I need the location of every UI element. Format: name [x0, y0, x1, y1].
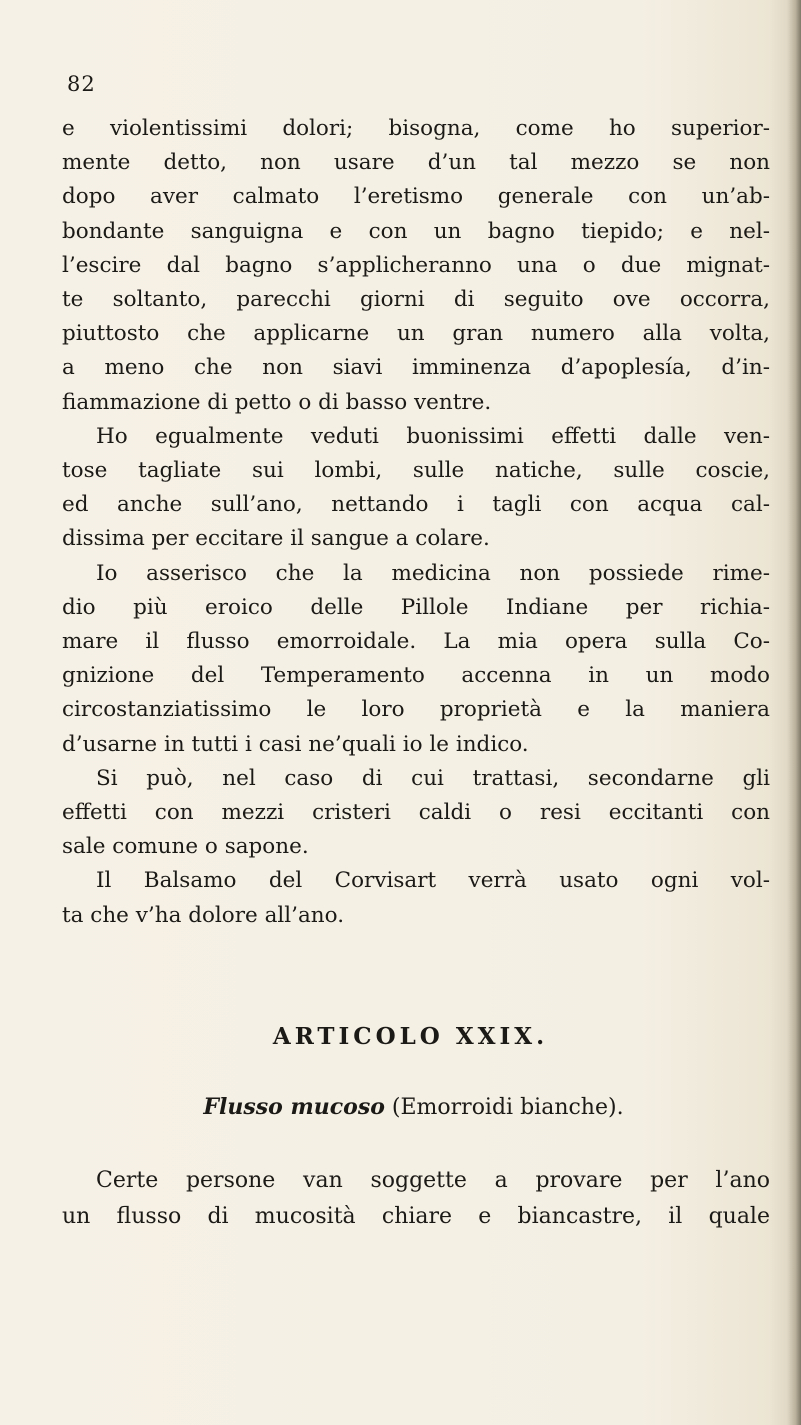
- text-line: gnizione del Temperamento accenna in un modo: [62, 663, 770, 689]
- text-line: ta che v’ha dolore all’ano.: [62, 902, 345, 928]
- text-line: d’usarne in tutti i casi ne’quali io le indico.: [62, 731, 529, 757]
- subtitle-italic: Flusso mucoso: [203, 1094, 385, 1120]
- page-number: 82: [67, 72, 96, 96]
- main-text-block: [62, 112, 770, 933]
- text-line: fiammazione di petto o di basso ventre.: [62, 389, 492, 415]
- subtitle-rest: (Emorroidi bianche).: [391, 1095, 624, 1120]
- text-line: te soltanto, parecchi giorni di seguito ove occorra,: [62, 287, 770, 313]
- text-line: Io asserisco che la medicina non possiede rime-: [96, 560, 770, 586]
- text-line: piuttosto che applicarne un gran numero alla volta,: [62, 321, 770, 347]
- text-line: mare il flusso emorroidale. La mia opera sulla Co-: [62, 629, 770, 655]
- text-line: effetti con mezzi cristeri caldi o resi eccitanti con: [62, 800, 770, 826]
- text-line: dopo aver calmato l’eretismo generale con un’ab-: [62, 184, 770, 210]
- text-line: l’escire dal bagno s’applicheranno una o due mignat-: [62, 252, 770, 278]
- text-line: a meno che non siavi imminenza d’apoplesía, d’in-: [62, 355, 770, 381]
- text-line: sale comune o sapone.: [62, 834, 309, 860]
- page-edge-shadow: [787, 0, 801, 1425]
- text-line: dissima per eccitare il sangue a colare.: [62, 526, 490, 552]
- article-text-block: [62, 1163, 770, 1235]
- text-line: ed anche sull’ano, nettando i tagli con acqua cal-: [62, 492, 770, 518]
- article-subtitle: [0, 1094, 801, 1120]
- text-line: mente detto, non usare d’un tal mezzo se non: [62, 150, 770, 176]
- text-line: e violentissimi dolori; bisogna, come ho superior-: [62, 116, 770, 141]
- article-heading: ARTICOLO XXIX.: [272, 1023, 549, 1050]
- text-line: un flusso di mucosità chiare e biancastre, il quale: [62, 1204, 770, 1229]
- text-line: circostanziatissimo le loro proprietà e la maniera: [62, 697, 770, 723]
- text-line: Certe persone van soggette a provare per l’ano: [96, 1168, 770, 1193]
- text-line: Si può, nel caso di cui trattasi, secondarne gli: [96, 765, 770, 791]
- text-line: Ho egualmente veduti buonissimi effetti dalle ven-: [96, 423, 770, 449]
- text-line: tose tagliate sui lombi, sulle natiche, sulle coscie,: [62, 458, 770, 484]
- text-line: bondante sanguigna e con un bagno tiepido; e nel-: [62, 218, 770, 244]
- text-line: dio più eroico delle Pillole Indiane per richia-: [62, 594, 770, 620]
- text-line: Il Balsamo del Corvisart verrà usato ogni vol-: [96, 868, 770, 894]
